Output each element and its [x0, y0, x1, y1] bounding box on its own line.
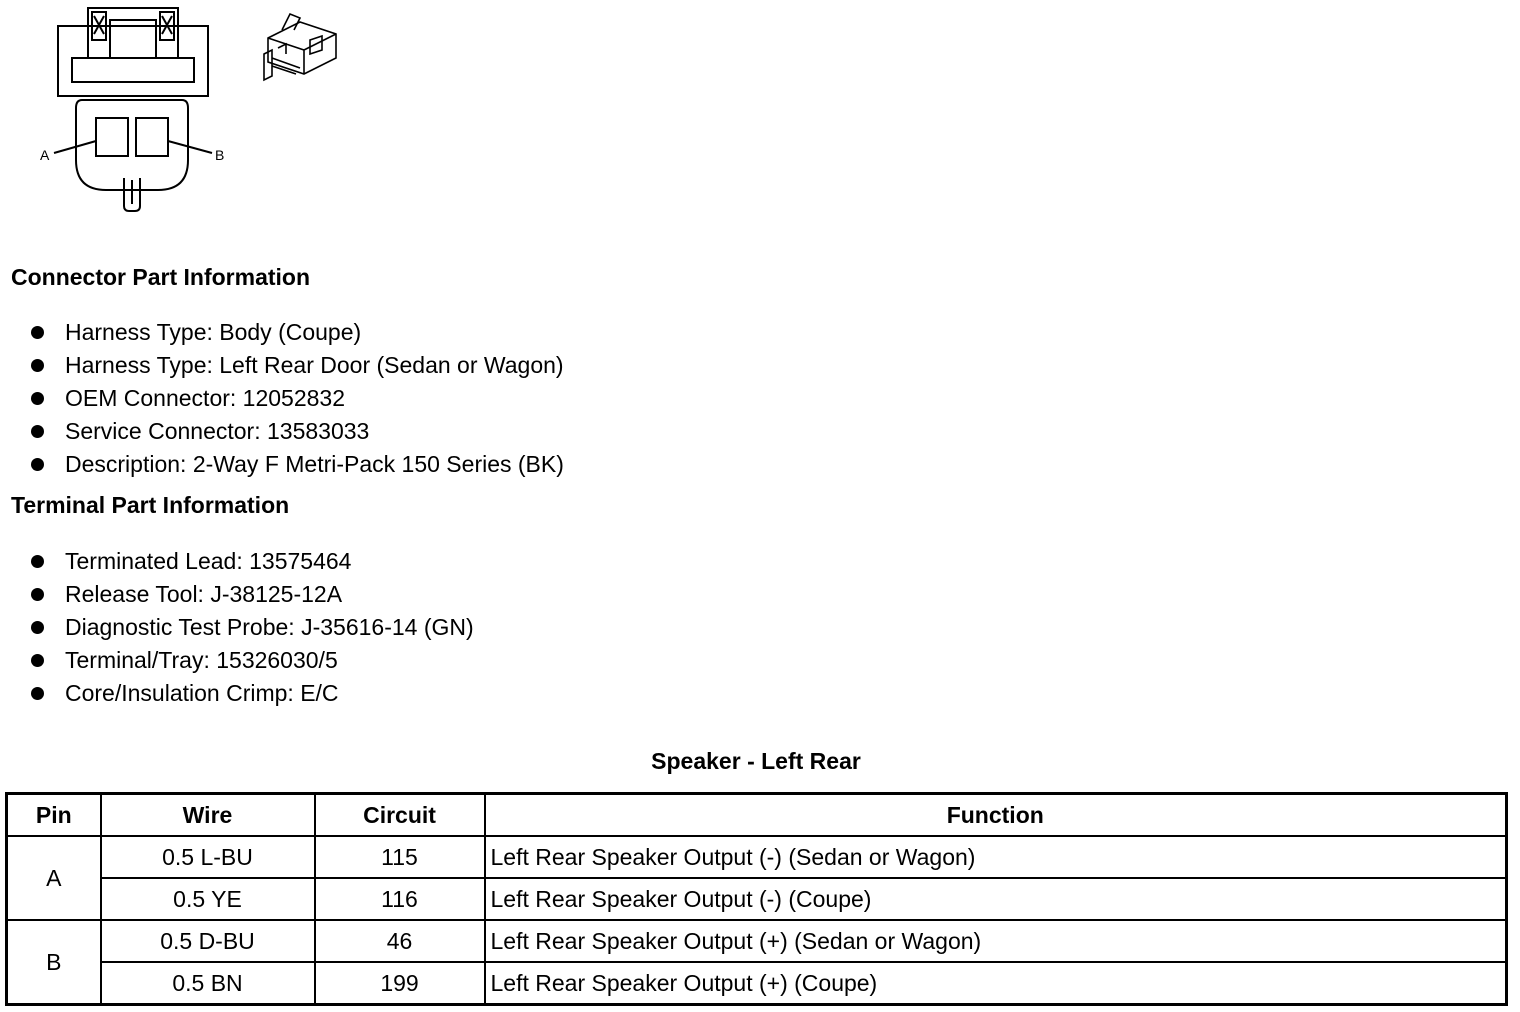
connector-body	[76, 100, 188, 190]
bullet-icon	[31, 458, 44, 471]
pin-table	[5, 792, 1508, 1006]
cavity-a	[96, 118, 128, 156]
circuit-cell: 116	[315, 878, 485, 920]
header-circuit: Circuit	[315, 794, 485, 837]
bullet-icon	[31, 687, 44, 700]
bullet-icon	[31, 392, 44, 405]
connector-diagram	[0, 0, 360, 225]
cavity-b	[136, 118, 168, 156]
connector-isometric-illustration	[264, 14, 336, 80]
bullet-icon	[31, 555, 44, 568]
function-cell: Left Rear Speaker Output (+) (Sedan or Wagon)	[485, 920, 1507, 962]
bullet-icon	[31, 654, 44, 667]
list-item: Service Connector: 13583033	[28, 415, 564, 448]
bullet-icon	[31, 425, 44, 438]
terminal-part-info-heading: Terminal Part Information	[11, 492, 290, 518]
wire-cell: 0.5 L-BU	[101, 836, 315, 878]
table-row	[7, 920, 1507, 962]
function-cell: Left Rear Speaker Output (+) (Coupe)	[485, 962, 1507, 1005]
list-item: Harness Type: Body (Coupe)	[28, 316, 564, 349]
list-item: Harness Type: Left Rear Door (Sedan or Wagon)	[28, 349, 564, 382]
wire-cell: 0.5 YE	[101, 878, 315, 920]
connector-part-info-heading: Connector Part Information	[11, 264, 311, 290]
bullet-icon	[31, 588, 44, 601]
bullet-icon	[31, 326, 44, 339]
header-pin: Pin	[7, 794, 101, 837]
list-item: Terminated Lead: 13575464	[28, 545, 474, 578]
wire-cell: 0.5 D-BU	[101, 920, 315, 962]
connector-part-info-list	[28, 316, 564, 481]
list-item: Terminal/Tray: 15326030/5	[28, 644, 474, 677]
bullet-icon	[31, 621, 44, 634]
list-item: Release Tool: J-38125-12A	[28, 578, 474, 611]
table-header-row	[7, 794, 1507, 837]
circuit-cell: 199	[315, 962, 485, 1005]
bullet-icon	[31, 359, 44, 372]
header-wire: Wire	[101, 794, 315, 837]
circuit-cell: 115	[315, 836, 485, 878]
pin-label-b: B	[215, 147, 225, 163]
circuit-cell: 46	[315, 920, 485, 962]
function-cell: Left Rear Speaker Output (-) (Coupe)	[485, 878, 1507, 920]
wire-cell: 0.5 BN	[101, 962, 315, 1005]
pin-cell: B	[7, 920, 101, 1005]
terminal-part-info-list	[28, 545, 474, 710]
table-row	[7, 836, 1507, 878]
table-row	[7, 962, 1507, 1005]
list-item: Diagnostic Test Probe: J-35616-14 (GN)	[28, 611, 474, 644]
table-row	[7, 878, 1507, 920]
header-function: Function	[485, 794, 1507, 837]
pin-label-a: A	[40, 147, 50, 163]
function-cell: Left Rear Speaker Output (-) (Sedan or Wagon)	[485, 836, 1507, 878]
list-item: Description: 2-Way F Metri-Pack 150 Series (BK)	[28, 448, 564, 481]
list-item: Core/Insulation Crimp: E/C	[28, 677, 474, 710]
pin-table-title: Speaker - Left Rear	[651, 748, 861, 774]
list-item: OEM Connector: 12052832	[28, 382, 564, 415]
connector-latch	[58, 26, 208, 96]
pin-cell: A	[7, 836, 101, 920]
